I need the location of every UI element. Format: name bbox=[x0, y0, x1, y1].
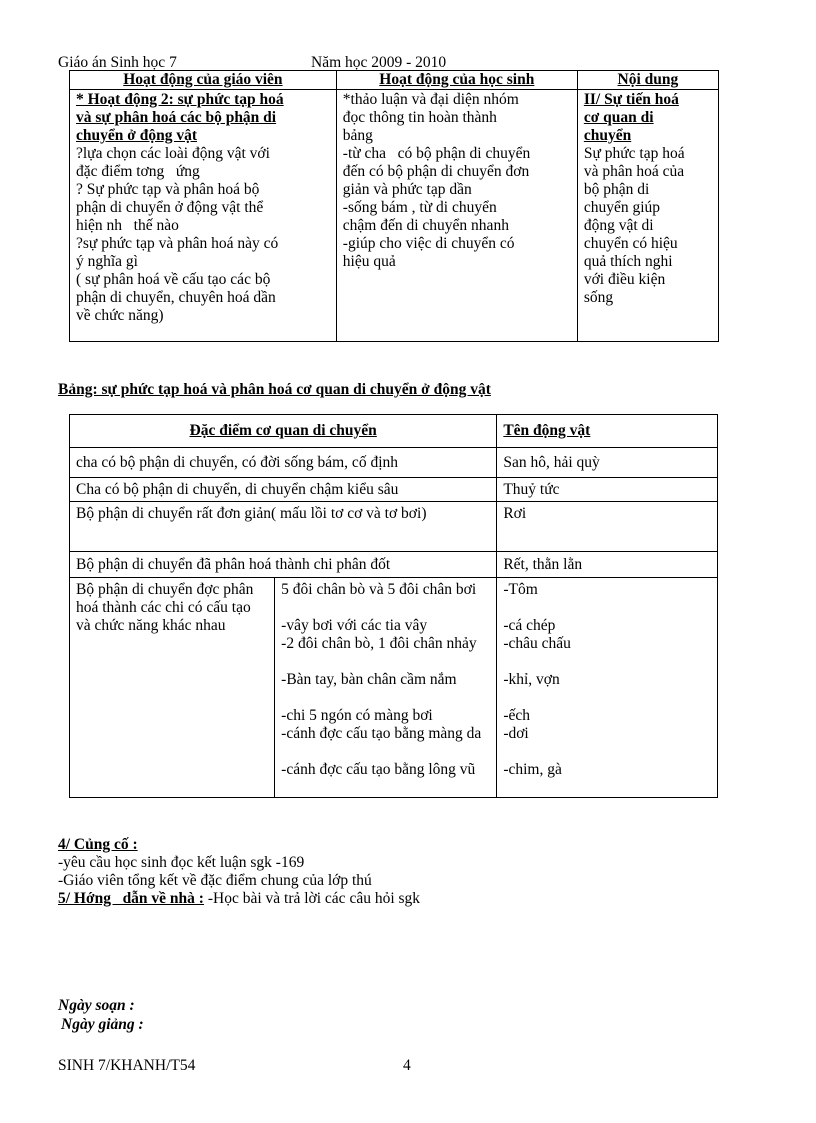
teacher-line: ?sự phức tạp và phân hoá này có bbox=[76, 235, 279, 252]
teacher-line: ý nghĩa gì bbox=[76, 253, 138, 270]
teacher-activity-cell bbox=[70, 90, 337, 342]
teacher-line: đặc điểm tơng ứng bbox=[76, 163, 200, 180]
feature-cell: Bộ phận di chuyển rất đơn giản( mấu lồi tơ cơ và tơ bơi) bbox=[70, 502, 497, 552]
teacher-line: ?lựa chọn các loài động vật với bbox=[76, 145, 270, 162]
student-line: giản và phức tạp dần bbox=[342, 181, 472, 198]
content-title-line: cơ quan di bbox=[583, 109, 654, 126]
sub-animal: -khỉ, vợn bbox=[503, 671, 560, 688]
teacher-line: về chức năng) bbox=[76, 307, 164, 324]
animal-cell: Rết, thằn lằn bbox=[497, 552, 718, 578]
content-line: Sự phức tạp hoá bbox=[583, 145, 685, 162]
consolidation-section bbox=[58, 836, 420, 908]
student-line: *thảo luận và đại diện nhóm bbox=[342, 91, 519, 108]
student-line: -sống bám , từ di chuyển bbox=[342, 199, 497, 216]
feature-cell: Bộ phận di chuyển đã phân hoá thành chi phân đốt bbox=[70, 552, 497, 578]
content-line: bộ phận di bbox=[583, 181, 650, 198]
student-line: hiệu quả bbox=[342, 253, 396, 270]
group-feature-cell: Bộ phận di chuyển đợc phân hoá thành các chi có cấu tạo và chức năng khác nhau bbox=[70, 578, 275, 798]
homework-text: -Học bài và trả lời các câu hỏi sgk bbox=[203, 890, 421, 907]
student-activity-cell bbox=[336, 90, 577, 342]
consolidation-line: -Giáo viên tổng kết về đặc điểm chung của lớp thú bbox=[58, 872, 372, 889]
sub-feature: -Bàn tay, bàn chân cầm nắm bbox=[281, 671, 457, 688]
feature-table bbox=[69, 414, 718, 798]
sub-feature: 5 đôi chân bò và 5 đôi chân bơi bbox=[281, 581, 477, 598]
header-teacher: Hoạt động của giáo viên bbox=[70, 71, 337, 90]
header-content: Nội dung bbox=[577, 71, 718, 90]
sub-animal: -chim, gà bbox=[503, 761, 562, 778]
sub-feature-cell bbox=[275, 578, 497, 798]
student-line: -từ cha có bộ phận di chuyển bbox=[342, 145, 531, 162]
sub-feature: -chi 5 ngón có màng bơi bbox=[281, 707, 433, 724]
content-line: chuyển có hiệu bbox=[583, 235, 678, 252]
content-cell bbox=[577, 90, 718, 342]
animal-cell: Rơi bbox=[497, 502, 718, 552]
content-line: sống bbox=[583, 289, 614, 306]
sub-animal-cell bbox=[497, 578, 718, 798]
teacher-title-line: * Hoạt động 2: sự phức tạp hoá bbox=[76, 91, 284, 108]
animal-cell: San hô, hải quỳ bbox=[497, 448, 718, 478]
feature-cell: Cha có bộ phận di chuyển, di chuyển chậm kiểu sâu bbox=[70, 478, 497, 502]
teacher-line: phận di chuyển, chuyên hoá dần bbox=[76, 289, 276, 306]
prep-date-label: Ngày soạn : bbox=[58, 997, 135, 1014]
content-line: chuyển giúp bbox=[583, 199, 661, 216]
header-subject: Giáo án Sinh học 7 bbox=[58, 54, 177, 71]
footer-code: SINH 7/KHANH/T54 bbox=[58, 1057, 196, 1074]
teacher-title-line: và sự phân hoá các bộ phận di bbox=[76, 109, 277, 126]
animal-cell: Thuỷ tức bbox=[497, 478, 718, 502]
student-line: -giúp cho việc di chuyển có bbox=[342, 235, 515, 252]
sub-animal: -Tôm bbox=[503, 581, 538, 598]
sub-feature: -vây bơi với các tia vây bbox=[281, 617, 428, 634]
sub-animal: -cá chép bbox=[503, 617, 556, 634]
sub-animal: -châu chấu bbox=[503, 635, 571, 652]
teacher-line: phận di chuyển ở động vật thể bbox=[76, 199, 264, 216]
sub-feature: -cánh đợc cấu tạo bằng lông vũ bbox=[281, 761, 476, 778]
sub-feature: -2 đôi chân bò, 1 đôi chân nhảy bbox=[281, 635, 477, 652]
sub-animal: -ếch bbox=[503, 707, 530, 724]
teach-date-label: Ngày giảng : bbox=[61, 1016, 144, 1033]
teacher-line: hiện nh thế nào bbox=[76, 217, 179, 234]
teacher-line: ? Sự phức tạp và phân hoá bộ bbox=[76, 181, 260, 198]
student-line: đến có bộ phận di chuyển đơn bbox=[342, 163, 530, 180]
content-title-line: chuyển bbox=[583, 127, 632, 144]
header-student: Hoạt động của học sinh bbox=[336, 71, 577, 90]
consolidation-line: -yêu cầu học sinh đọc kết luận sgk -169 bbox=[58, 854, 305, 871]
feature-cell: cha có bộ phận di chuyển, có đời sống bám, cố định bbox=[70, 448, 497, 478]
student-line: chậm đến di chuyển nhanh bbox=[342, 217, 509, 234]
content-line: với điều kiện bbox=[583, 271, 666, 288]
consolidation-heading: 4/ Củng cố : bbox=[58, 836, 138, 853]
homework-label: 5/ Hớng dẫn về nhà : bbox=[58, 890, 204, 907]
content-line: và phân hoá của bbox=[583, 163, 685, 180]
student-line: bảng bbox=[342, 127, 373, 144]
content-title-line: II/ Sự tiến hoá bbox=[583, 91, 679, 108]
header-school-year: Năm học 2009 - 2010 bbox=[311, 54, 447, 71]
student-line: đọc thông tin hoàn thành bbox=[342, 109, 497, 126]
activity-table bbox=[69, 70, 719, 342]
sub-feature: -cánh đợc cấu tạo bằng màng da bbox=[281, 725, 482, 742]
sub-animal: -dơi bbox=[503, 725, 529, 742]
content-line: quả thích nghi bbox=[583, 253, 673, 270]
header-animal: Tên động vật bbox=[497, 415, 718, 448]
table2-title: Bảng: sự phức tạp hoá và phân hoá cơ quan di chuyển ở động vật bbox=[58, 381, 491, 398]
teacher-line: ( sự phân hoá về cấu tạo các bộ bbox=[76, 271, 271, 288]
page-number: 4 bbox=[403, 1057, 411, 1074]
teacher-title-line: chuyển ở động vật bbox=[76, 127, 197, 144]
header-feature: Đặc điểm cơ quan di chuyển bbox=[70, 415, 497, 448]
content-line: động vật di bbox=[583, 217, 654, 234]
